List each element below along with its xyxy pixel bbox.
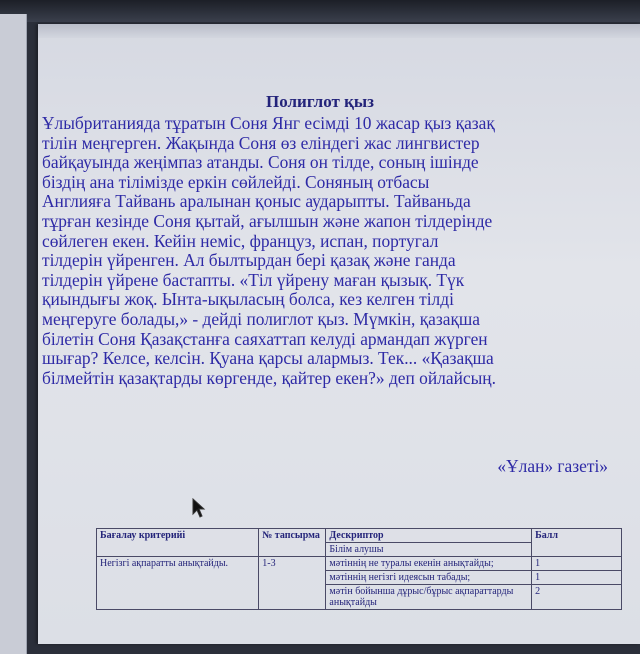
text-line: тілін меңгерген. Жақында Соня өз еліндегі жас лингвистер (42, 132, 480, 153)
text-line: меңгеруге болады,» - дейді полиглот қыз. Мүмкін, қазақша (42, 308, 481, 329)
descriptor-cell: мәтіннің негізгі идеясын табады; (326, 571, 532, 585)
article-body (42, 114, 608, 388)
text-line: қиындығы жоқ. Ынта-ықыласың болса, кез келген тілді (42, 289, 454, 310)
score-cell: 1 (532, 571, 622, 585)
text-line: сөйлеген екен. Кейін неміс, француз, испан, португал (42, 230, 439, 251)
text-line: байқауында жеңімпаз атанды. Соня он тілде, соның ішінде (42, 152, 479, 173)
text-line: тілдерін үйренген. Ал былтырдан бері қазақ және ганда (42, 250, 456, 271)
source-citation: «Ұлан» газеті» (497, 456, 608, 476)
mouse-pointer-icon (192, 498, 206, 518)
header-criteria: Бағалау критерийі (97, 529, 259, 557)
criterion-cell: Негізгі ақпаратты анықтайды. (97, 557, 259, 610)
monitor-bezel (0, 0, 640, 22)
table-header-row (97, 529, 622, 543)
subheader-student: Білім алушы (326, 543, 532, 557)
text-line: білмейтін қазақтарды көргенде, қайтер екен?» деп ойлайсың. (42, 367, 496, 388)
header-task-number: № тапсырма (259, 529, 326, 557)
task-cell: 1-3 (259, 557, 326, 610)
assessment-table (96, 528, 622, 610)
table-row (97, 557, 622, 571)
document-title: Полиглот қыз (265, 92, 374, 111)
score-cell: 2 (532, 585, 622, 610)
header-descriptor: Дескриптор (326, 529, 532, 543)
descriptor-cell: мәтін бойынша дұрыс/бұрыс ақпараттарды анықтайды (326, 585, 532, 610)
text-line: біздің ана тілімізде еркін сөйлейді. Соняның отбасы (42, 171, 430, 192)
text-line: тұрған кезінде Соня қытай, ағылшын және жапон тілдерінде (42, 210, 493, 231)
text-line: білетін Соня Қазақстанға саяхаттап келуді армандап жүрген (42, 328, 488, 349)
header-score: Балл (532, 529, 622, 557)
text-line: шығар? Келсе, келсін. Қуана қарсы алармыз. Тек... «Қазақша (42, 348, 494, 369)
score-cell: 1 (532, 557, 622, 571)
text-line: Англияға Тайвань аралынан қоныс аударыпты. Тайваньда (42, 191, 471, 212)
page-top-edge (38, 24, 640, 38)
text-line: Ұлыбританияда тұратын Соня Янг есімді 10 жасар қыз қазақ (42, 113, 495, 133)
text-line: тілдерін үйрене бастапты. «Тіл үйрену маған қызық. Түк (42, 269, 465, 290)
descriptor-cell: мәтіннің не туралы екенін анықтайды; (326, 557, 532, 571)
